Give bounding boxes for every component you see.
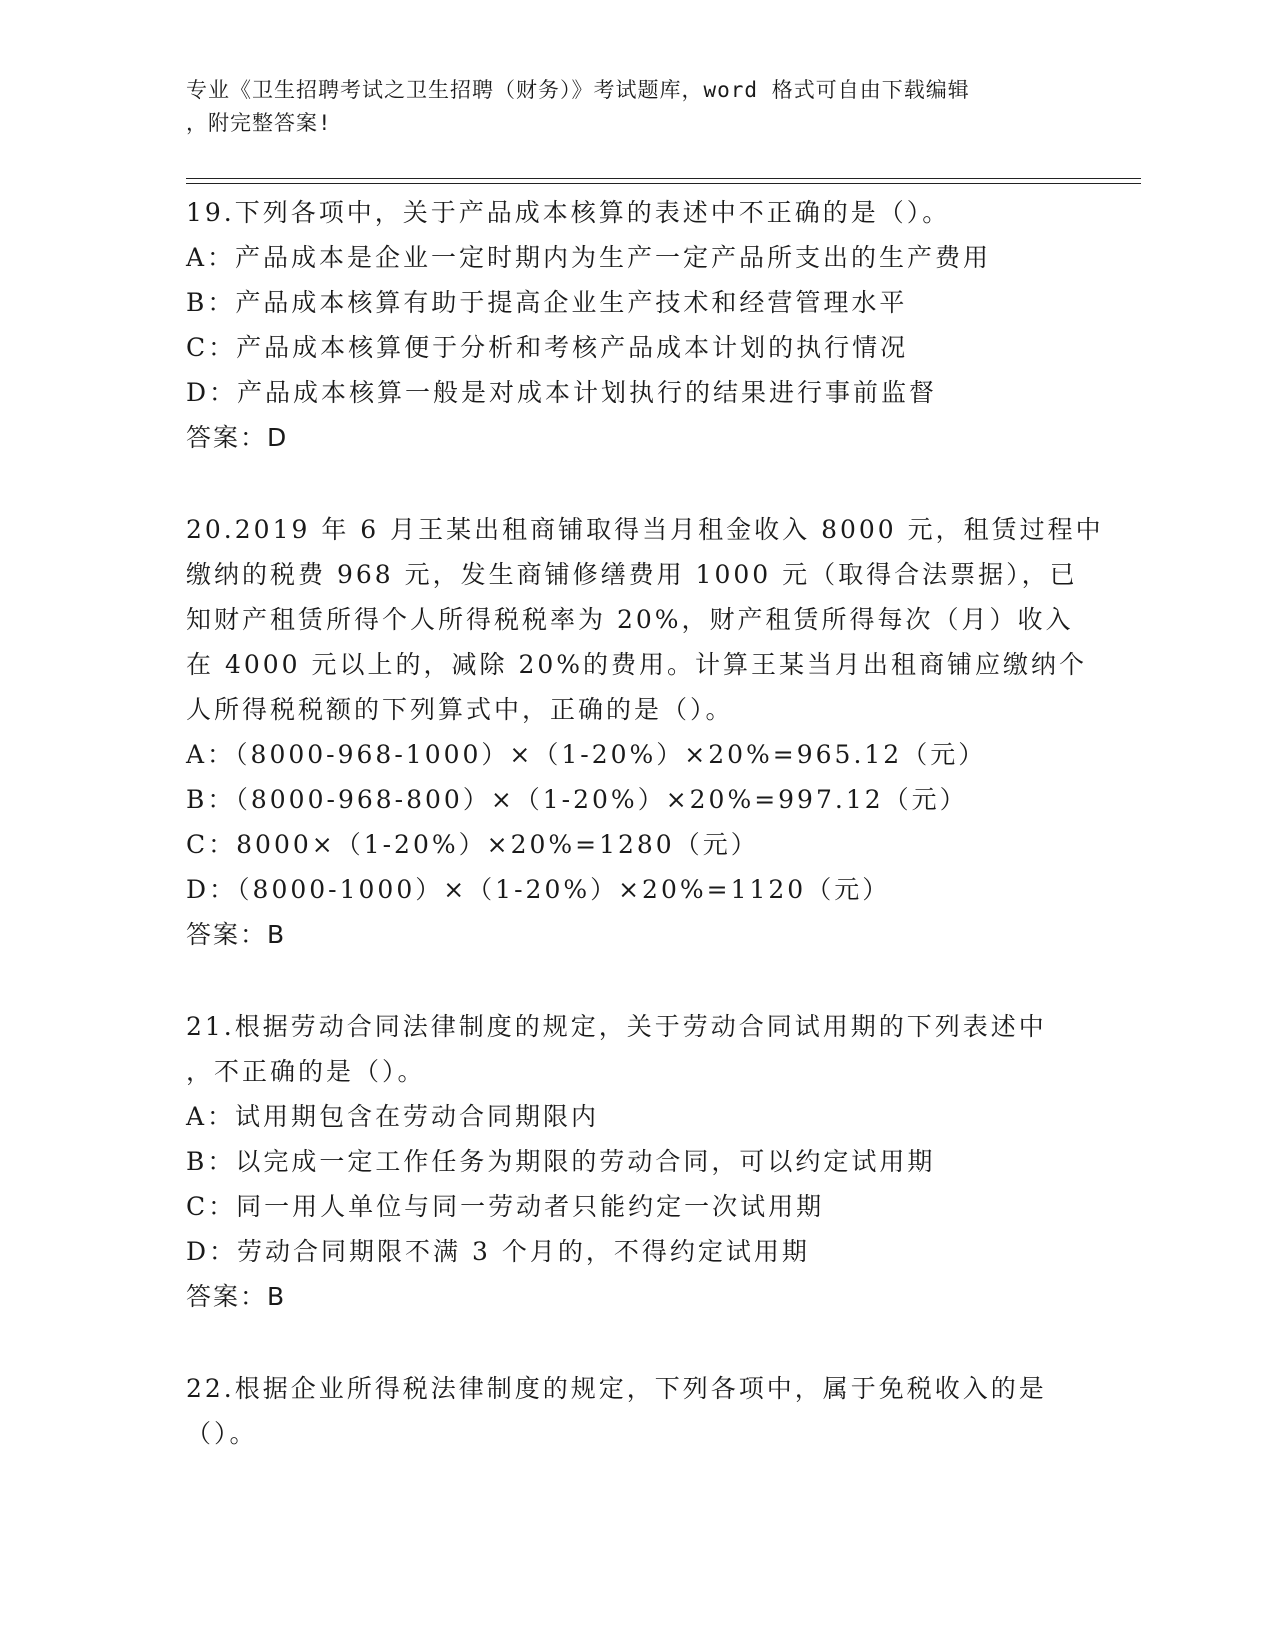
question-list [186, 190, 1104, 1456]
question-stem: ，不正确的是（）。 [186, 1057, 426, 1086]
question-stem: 22.根据企业所得税法律制度的规定，下列各项中，属于免税收入的是 [186, 1374, 1047, 1403]
question-stem: 知财产租赁所得个人所得税税率为 20%，财产租赁所得每次（月）收入 [186, 605, 1074, 634]
question-stem: 19.下列各项中，关于产品成本核算的表述中不正确的是（）。 [186, 198, 951, 227]
option-c: C：产品成本核算便于分析和考核产品成本计划的执行情况 [186, 333, 909, 362]
option-d: D：（8000-1000）×（1-20%）×20%=1120（元） [186, 875, 891, 904]
answer: 答案：D [186, 423, 289, 452]
question-21 [186, 1004, 1066, 1319]
option-b: B：产品成本核算有助于提高企业生产技术和经营管理水平 [186, 288, 908, 317]
question-22 [186, 1366, 1066, 1456]
option-a: A：（8000-968-1000）×（1-20%）×20%=965.12（元） [186, 740, 987, 769]
header-rule-bottom [186, 183, 1141, 184]
option-d: D：产品成本核算一般是对成本计划执行的结果进行事前监督 [186, 378, 938, 407]
question-stem: 人所得税税额的下列算式中，正确的是（）。 [186, 695, 734, 724]
option-c: C：同一用人单位与同一劳动者只能约定一次试用期 [186, 1192, 825, 1221]
header-line-2: ，附完整答案! [186, 111, 332, 135]
spacer [186, 460, 1066, 507]
question-stem: 21.根据劳动合同法律制度的规定，关于劳动合同试用期的下列表述中 [186, 1012, 1047, 1041]
option-a: A：试用期包含在劳动合同期限内 [186, 1102, 600, 1131]
spacer [186, 957, 1066, 1004]
answer: 答案：B [186, 920, 287, 949]
question-stem: 在 4000 元以上的，减除 20%的费用。计算王某当月出租商铺应缴纳个 [186, 650, 1088, 679]
question-stem: （）。 [186, 1419, 258, 1448]
option-b: B：以完成一定工作任务为期限的劳动合同，可以约定试用期 [186, 1147, 936, 1176]
spacer [186, 1319, 1066, 1366]
question-19 [186, 190, 1066, 460]
header-line-1: 专业《卫生招聘考试之卫生招聘（财务）》考试题库，word 格式可自由下载编辑 [186, 78, 970, 102]
document-header [186, 74, 1086, 140]
option-c: C：8000×（1-20%）×20%=1280（元） [186, 830, 759, 859]
option-d: D：劳动合同期限不满 3 个月的，不得约定试用期 [186, 1237, 810, 1266]
question-stem: 缴纳的税费 968 元，发生商铺修缮费用 1000 元（取得合法票据），已 [186, 560, 1078, 589]
question-20 [186, 507, 1104, 957]
option-a: A：产品成本是企业一定时期内为生产一定产品所支出的生产费用 [186, 243, 992, 272]
question-stem: 20.2019 年 6 月王某出租商铺取得当月租金收入 8000 元，租赁过程中 [186, 515, 1104, 544]
option-b: B：（8000-968-800）×（1-20%）×20%=997.12（元） [186, 785, 968, 814]
header-rule-top [186, 178, 1141, 179]
answer: 答案：B [186, 1282, 287, 1311]
